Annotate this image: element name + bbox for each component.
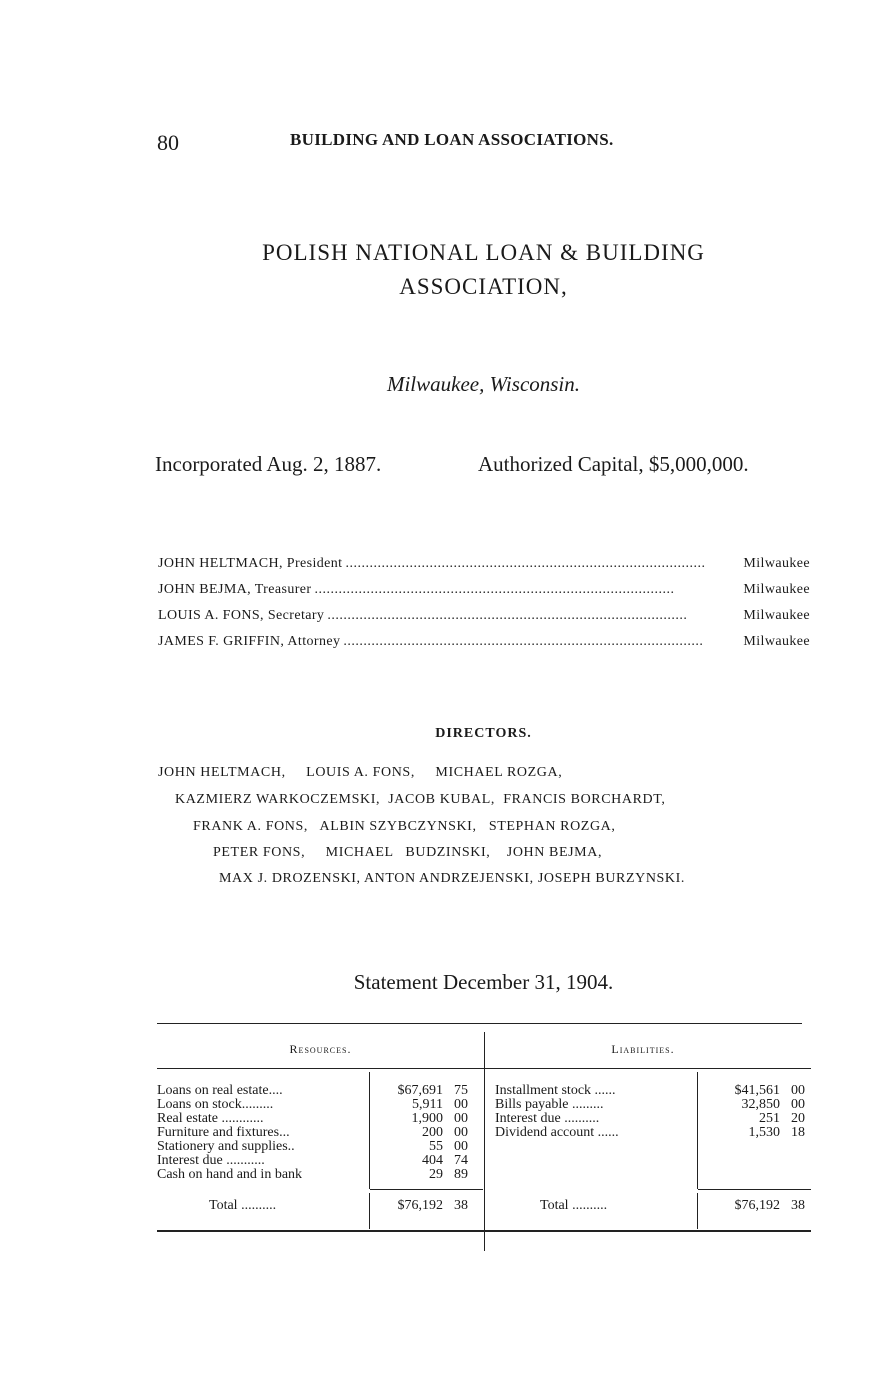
liability-dollars: 1,530 — [748, 1125, 780, 1140]
officer-name: JOHN BEJMA, Treasurer — [158, 582, 312, 597]
resource-cents: 74 — [454, 1153, 468, 1168]
resource-label: Interest due ........... — [157, 1153, 265, 1168]
authorized-capital: Authorized Capital, $5,000,000. — [478, 452, 749, 476]
directors-line: MAX J. DROZENSKI, ANTON ANDRZEJENSKI, JOSEPH BURZYNSKI. — [219, 871, 685, 886]
liability-dollars: 251 — [759, 1111, 780, 1126]
liability-cents: 18 — [791, 1125, 805, 1140]
liabilities-total-cents: 38 — [791, 1198, 805, 1213]
officers-list — [158, 556, 810, 660]
officer-city: Milwaukee — [743, 556, 810, 571]
liability-label: Bills payable ......... — [495, 1097, 604, 1112]
liability-label: Interest due .......... — [495, 1111, 600, 1126]
liability-label: Installment stock ...... — [495, 1083, 616, 1098]
resource-cents: 75 — [454, 1083, 468, 1098]
liability-cents: 00 — [791, 1083, 805, 1098]
association-title-line1: POLISH NATIONAL LOAN & BUILDING — [262, 240, 705, 265]
liabilities-total-label: Total .......... — [540, 1198, 608, 1213]
association-location: Milwaukee, Wisconsin. — [386, 372, 581, 396]
table-bottom-rule — [157, 1230, 811, 1232]
resource-dollars: $67,691 — [397, 1083, 443, 1098]
officer-row — [158, 634, 810, 660]
resource-label: Loans on real estate.... — [157, 1083, 283, 1098]
liability-cents: 20 — [791, 1111, 805, 1126]
resource-label: Furniture and fixtures... — [157, 1125, 290, 1140]
leader-dots — [345, 556, 740, 572]
directors-line: FRANK A. FONS, ALBIN SZYBCZYNSKI, STEPHAN ROZGA, — [193, 819, 616, 834]
resource-cents: 00 — [454, 1125, 468, 1140]
resource-dollars: 5,911 — [412, 1097, 443, 1112]
resources-total-cents: 38 — [454, 1198, 468, 1213]
resource-cents: 89 — [454, 1167, 468, 1182]
liability-dollars: $41,561 — [734, 1083, 780, 1098]
officer-city: Milwaukee — [743, 634, 810, 649]
liabilities-total-rule — [698, 1189, 811, 1190]
leader-dots — [314, 582, 740, 598]
resource-dollars: 404 — [422, 1153, 443, 1168]
leader-dots — [343, 634, 740, 650]
liability-label: Dividend account ...... — [495, 1125, 619, 1140]
officer-row — [158, 556, 810, 582]
resources-total-label: Total .......... — [209, 1198, 277, 1213]
resource-cents: 00 — [454, 1139, 468, 1154]
running-head: BUILDING AND LOAN ASSOCIATIONS. — [290, 130, 614, 149]
association-title-line2: ASSOCIATION, — [399, 274, 568, 299]
resource-dollars: 55 — [429, 1139, 443, 1154]
header-rule — [157, 1068, 811, 1069]
liabilities-total-dollars: $76,192 — [734, 1198, 780, 1213]
resources-total-rule — [370, 1189, 483, 1190]
officer-name: JAMES F. GRIFFIN, Attorney — [158, 634, 341, 649]
resource-label: Stationery and supplies.. — [157, 1139, 295, 1154]
directors-line: JOHN HELTMACH, LOUIS A. FONS, MICHAEL ROZGA, — [158, 765, 563, 780]
officer-row — [158, 608, 810, 634]
resource-cents: 00 — [454, 1097, 468, 1112]
directors-line: PETER FONS, MICHAEL BUDZINSKI, JOHN BEJMA, — [213, 845, 603, 860]
directors-heading: DIRECTORS. — [435, 726, 532, 741]
resource-dollars: 200 — [422, 1125, 443, 1140]
page-number: 80 — [157, 130, 179, 155]
resource-dollars: 1,900 — [411, 1111, 443, 1126]
officer-city: Milwaukee — [743, 608, 810, 623]
officer-city: Milwaukee — [743, 582, 810, 597]
resources-header: Resources. — [289, 1042, 352, 1056]
liability-dollars: 32,850 — [741, 1097, 780, 1112]
directors-line: KAZMIERZ WARKOCZEMSKI, JACOB KUBAL, FRANCIS BORCHARDT, — [175, 792, 666, 807]
resource-dollars: 29 — [429, 1167, 443, 1182]
table-center-rule — [484, 1032, 485, 1251]
resource-cents: 00 — [454, 1111, 468, 1126]
statement-title: Statement December 31, 1904. — [353, 970, 614, 994]
resource-label: Loans on stock......... — [157, 1097, 274, 1112]
table-top-rule — [157, 1023, 802, 1024]
liabilities-header: Liabilities. — [611, 1042, 675, 1056]
resource-label: Real estate ............ — [157, 1111, 264, 1126]
officer-row — [158, 582, 810, 608]
liability-cents: 00 — [791, 1097, 805, 1112]
incorporation-date: Incorporated Aug. 2, 1887. — [155, 452, 382, 476]
officer-name: JOHN HELTMACH, President — [158, 556, 343, 571]
officer-name: LOUIS A. FONS, Secretary — [158, 608, 325, 623]
resource-label: Cash on hand and in bank — [157, 1167, 303, 1182]
resources-total-dollars: $76,192 — [397, 1198, 443, 1213]
leader-dots — [327, 608, 740, 624]
